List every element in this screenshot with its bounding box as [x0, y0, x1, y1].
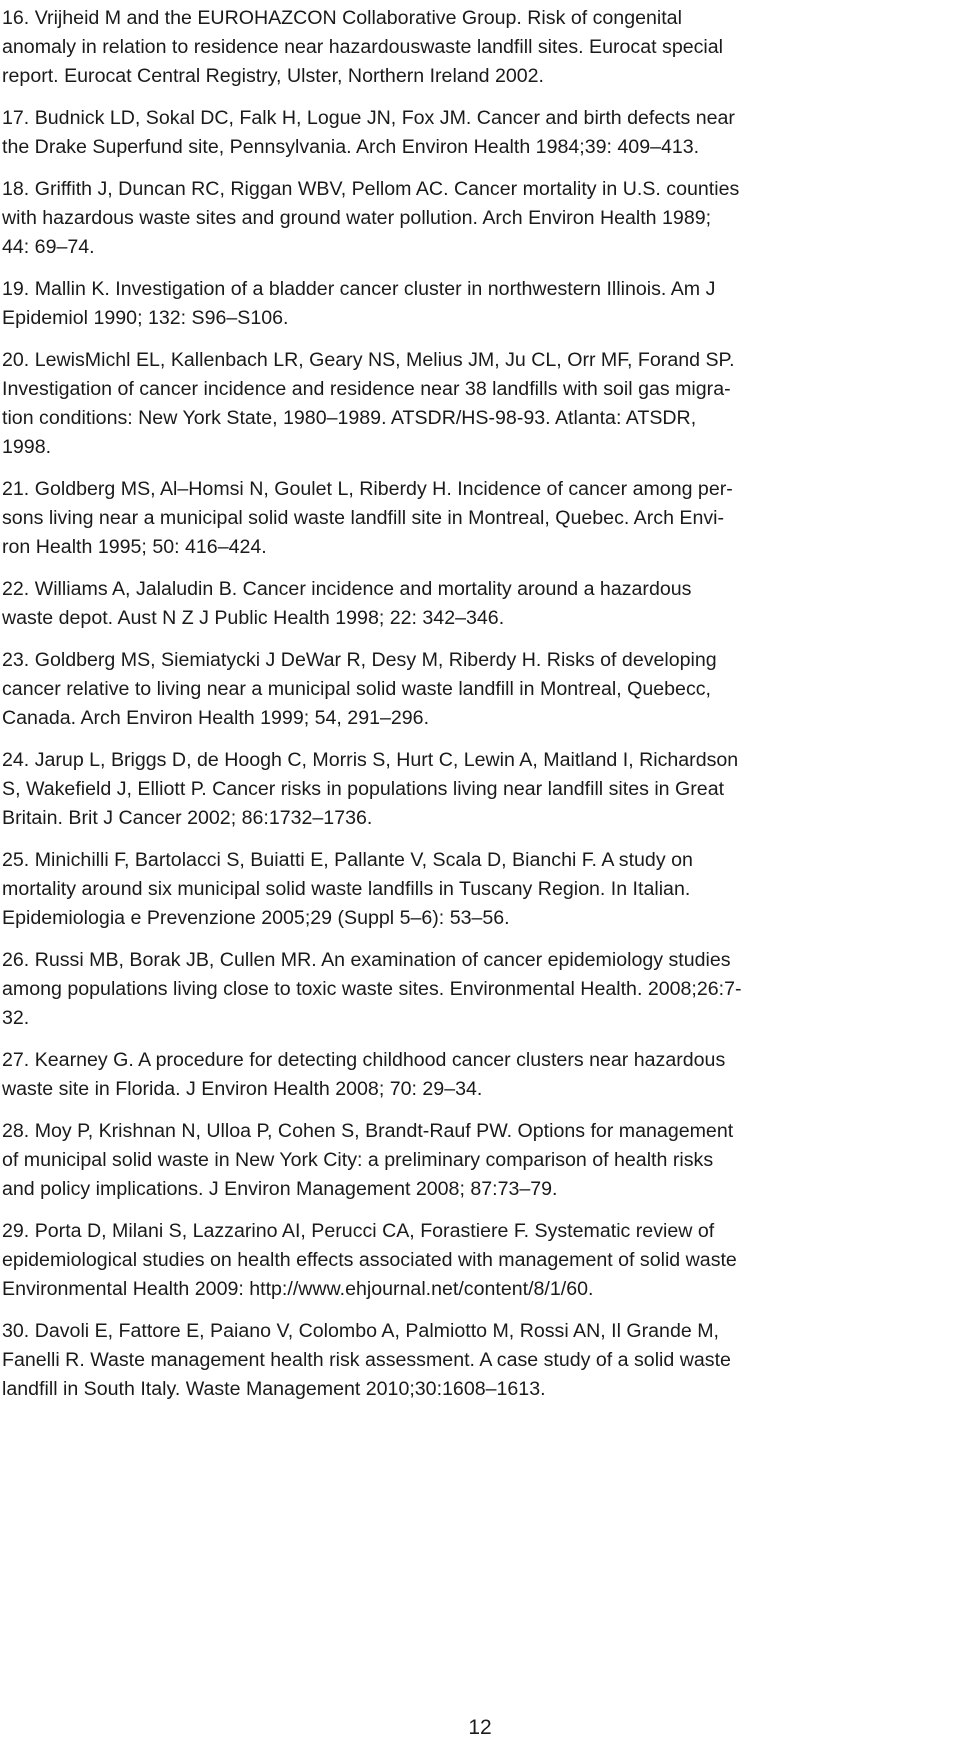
reference-item-27 [2, 1046, 956, 1104]
reference-number: 28. [2, 1120, 30, 1142]
reference-item-20 [2, 346, 956, 462]
reference-text: Moy P, Krishnan N, Ulloa P, Cohen S, Brandt-Rauf PW. Options for management of municipal solid waste in New York City: a preliminary comparison of health risks and policy implications. J Environ Management 2008; 87:73–79. [2, 1120, 734, 1200]
reference-text: Kearney G. A procedure for detecting childhood cancer clusters near hazardous waste site in Florida. J Environ Health 2008; 70: 29–34. [2, 1049, 726, 1100]
reference-text: LewisMichl EL, Kallenbach LR, Geary NS, Melius JM, Ju CL, Orr MF, Forand SP. Investigation of cancer incidence and residence near 38 landfills with soil gas migra- tion conditions: New York State, 1980–1989. ATSDR/HS-98-93. Atlanta: ATSDR, 1998. [2, 349, 735, 458]
reference-number: 22. [2, 578, 30, 600]
reference-text: Mallin K. Investigation of a bladder cancer cluster in northwestern Illinois. Am J Epidemiol 1990; 132: S96–S106. [2, 278, 716, 329]
reference-item-22 [2, 575, 956, 633]
reference-text: Davoli E, Fattore E, Paiano V, Colombo A, Palmiotto M, Rossi AN, Il Grande M, Fanelli R. Waste management health risk assessment. A case study of a solid waste landfill in South Italy. Waste Management 2010;30:1608–1613. [2, 1320, 731, 1400]
reference-text: Williams A, Jalaludin B. Cancer incidence and mortality around a hazardous waste depot. Aust N Z J Public Health 1998; 22: 342–346. [2, 578, 692, 629]
reference-item-26 [2, 946, 956, 1033]
reference-item-29 [2, 1217, 956, 1304]
reference-item-18 [2, 175, 956, 262]
reference-number: 20. [2, 349, 30, 371]
reference-item-17 [2, 104, 956, 162]
reference-text: Russi MB, Borak JB, Cullen MR. An examination of cancer epidemiology studies among populations living close to toxic waste sites. Environmental Health. 2008;26:7- 32. [2, 949, 742, 1029]
reference-item-16 [2, 4, 956, 91]
reference-list [2, 4, 956, 1417]
reference-number: 30. [2, 1320, 30, 1342]
reference-item-21 [2, 475, 956, 562]
reference-number: 23. [2, 649, 30, 671]
reference-text: Budnick LD, Sokal DC, Falk H, Logue JN, Fox JM. Cancer and birth defects near the Drake Superfund site, Pennsylvania. Arch Environ Health 1984;39: 409–413. [2, 107, 735, 158]
reference-number: 24. [2, 749, 30, 771]
reference-text: Goldberg MS, Siemiatycki J DeWar R, Desy M, Riberdy H. Risks of developing cancer relative to living near a municipal solid waste landfill in Montreal, Quebecc, Canada. Arch Environ Health 1999; 54, 291–296. [2, 649, 717, 729]
reference-number: 25. [2, 849, 30, 871]
reference-number: 27. [2, 1049, 30, 1071]
reference-number: 19. [2, 278, 30, 300]
reference-text: Jarup L, Briggs D, de Hoogh C, Morris S, Hurt C, Lewin A, Maitland I, Richardson S, Wakefield J, Elliott P. Cancer risks in populations living near landfill sites in Great Britain. Brit J Cancer 2002; 86:1732–1736. [2, 749, 739, 829]
reference-number: 29. [2, 1220, 30, 1242]
reference-item-28 [2, 1117, 956, 1204]
reference-text: Vrijheid M and the EUROHAZCON Collaborative Group. Risk of congenital anomaly in relation to residence near hazardouswaste landfill sites. Eurocat special report. Eurocat Central Registry, Ulster, Northern Ireland 2002. [2, 7, 724, 87]
reference-number: 26. [2, 949, 30, 971]
reference-item-25 [2, 846, 956, 933]
reference-text: Minichilli F, Bartolacci S, Buiatti E, Pallante V, Scala D, Bianchi F. A study on mortality around six municipal solid waste landfills in Tuscany Region. In Italian. Epidemiologia e Prevenzione 2005;29 (Suppl 5–6): 53–56. [2, 849, 693, 929]
reference-item-24 [2, 746, 956, 833]
reference-text: Griffith J, Duncan RC, Riggan WBV, Pellom AC. Cancer mortality in U.S. counties with hazardous waste sites and ground water pollution. Arch Environ Health 1989; 44: 69–74. [2, 178, 740, 258]
reference-text: Goldberg MS, Al–Homsi N, Goulet L, Riberdy H. Incidence of cancer among per- sons living near a municipal solid waste landfill site in Montreal, Quebec. Arch Envi- ron Health 1995; 50: 416–424. [2, 478, 733, 558]
reference-text: Porta D, Milani S, Lazzarino AI, Perucci CA, Forastiere F. Systematic review of epidemiological studies on health effects associated with management of solid waste Environmental Health 2009: http://www.ehjournal.net/content/8/1/60. [2, 1220, 737, 1300]
reference-number: 18. [2, 178, 30, 200]
page-number: 12 [468, 1716, 492, 1739]
reference-item-19 [2, 275, 956, 333]
reference-item-30 [2, 1317, 956, 1404]
reference-number: 17. [2, 107, 30, 129]
reference-item-23 [2, 646, 956, 733]
reference-number: 16. [2, 7, 30, 29]
reference-number: 21. [2, 478, 30, 500]
